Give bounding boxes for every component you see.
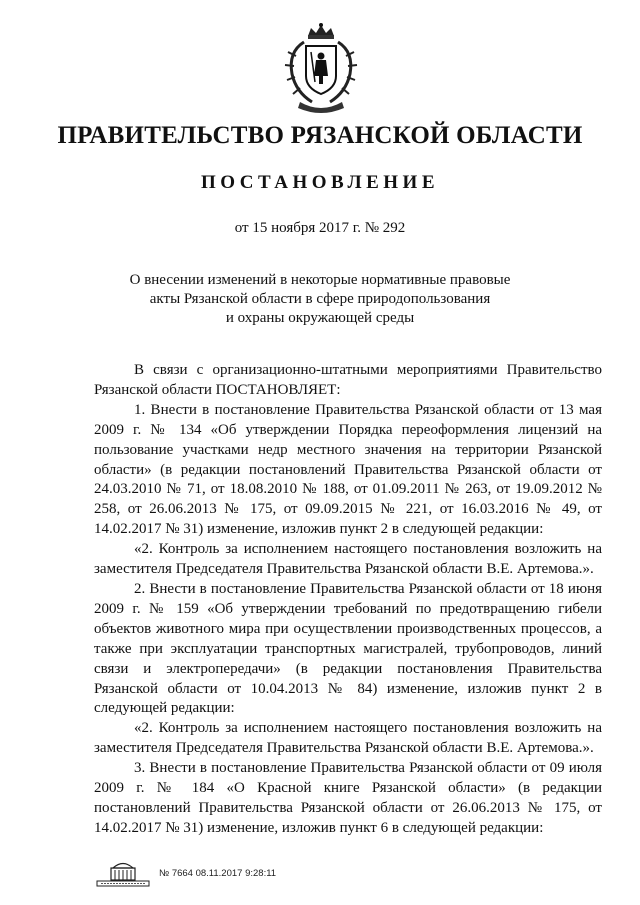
registry-number-text: № 7664 08.11.2017 9:28:11	[159, 867, 277, 879]
document-subject	[0, 271, 640, 328]
registry-stamp-icon	[95, 858, 151, 888]
document-type: ПОСТАНОВЛЕНИЕ	[200, 172, 440, 193]
ryazan-coat-of-arms-icon	[278, 22, 364, 118]
document-date-number: от 15 ноября 2017 г. № 292	[234, 220, 406, 236]
subject-line: акты Рязанской области в сфере природопользования	[149, 291, 491, 307]
body-paragraph: «2. Контроль за исполнением настоящего постановления возложить на заместителя Председателя Правительства Рязанской области В.Е. Артемова.».	[94, 720, 602, 757]
body-paragraph: 3. Внести в постановление Правительства Рязанской области от 09 июля 2009 г. № 184 «О Красной книге Рязанской области» (в редакции постановлений Правительства Рязанской области от 26.06.2013 № 175, от 14.02.2017 № 31) изменение, изложив пункт 6 в следующей редакции:	[94, 760, 602, 836]
subject-line: О внесении изменений в некоторые нормативные правовые	[129, 272, 511, 288]
body-paragraph: «2. Контроль за исполнением настоящего постановления возложить на заместителя Председателя Правительства Рязанской области В.Е. Артемова.».	[94, 541, 602, 578]
document-body	[94, 361, 602, 839]
government-title: ПРАВИТЕЛЬСТВО РЯЗАНСКОЙ ОБЛАСТИ	[57, 122, 583, 149]
registry-footer	[95, 858, 276, 888]
body-paragraph: 2. Внести в постановление Правительства Рязанской области от 18 июня 2009 г. № 159 «Об утверждении требований по предотвращению гибели объектов животного мира при осуществлении производственных процессов, а также при эксплуатации транспортных магистралей, трубопроводов, линий связи и электропередачи» (в редакции постановления Правительства Рязанской области от 10.04.2013 № 84) изменение, изложив пункт 2 в следующей редакции:	[94, 580, 602, 717]
body-paragraph: В связи с организационно-штатными мероприятиями Правительство Рязанской области ПОСТАНОВЛЯЕТ:	[94, 362, 602, 398]
body-paragraph: 1. Внести в постановление Правительства Рязанской области от 13 мая 2009 г. № 134 «Об утверждении Порядка переоформления лицензий на пользование участками недр местного значения на территории Рязанской области» (в редакции постановлений Правительства Рязанской области от 24.03.2010 № 71, от 18.08.2010 № 188, от 01.09.2011 № 263, от 19.09.2012 № 258, от 26.06.2013 № 175, от 09.09.2015 № 221, от 16.03.2016 № 49, от 14.02.2017 № 31) изменение, изложив пункт 2 в следующей редакции:	[94, 401, 602, 538]
subject-line: и охраны окружающей среды	[225, 310, 415, 326]
